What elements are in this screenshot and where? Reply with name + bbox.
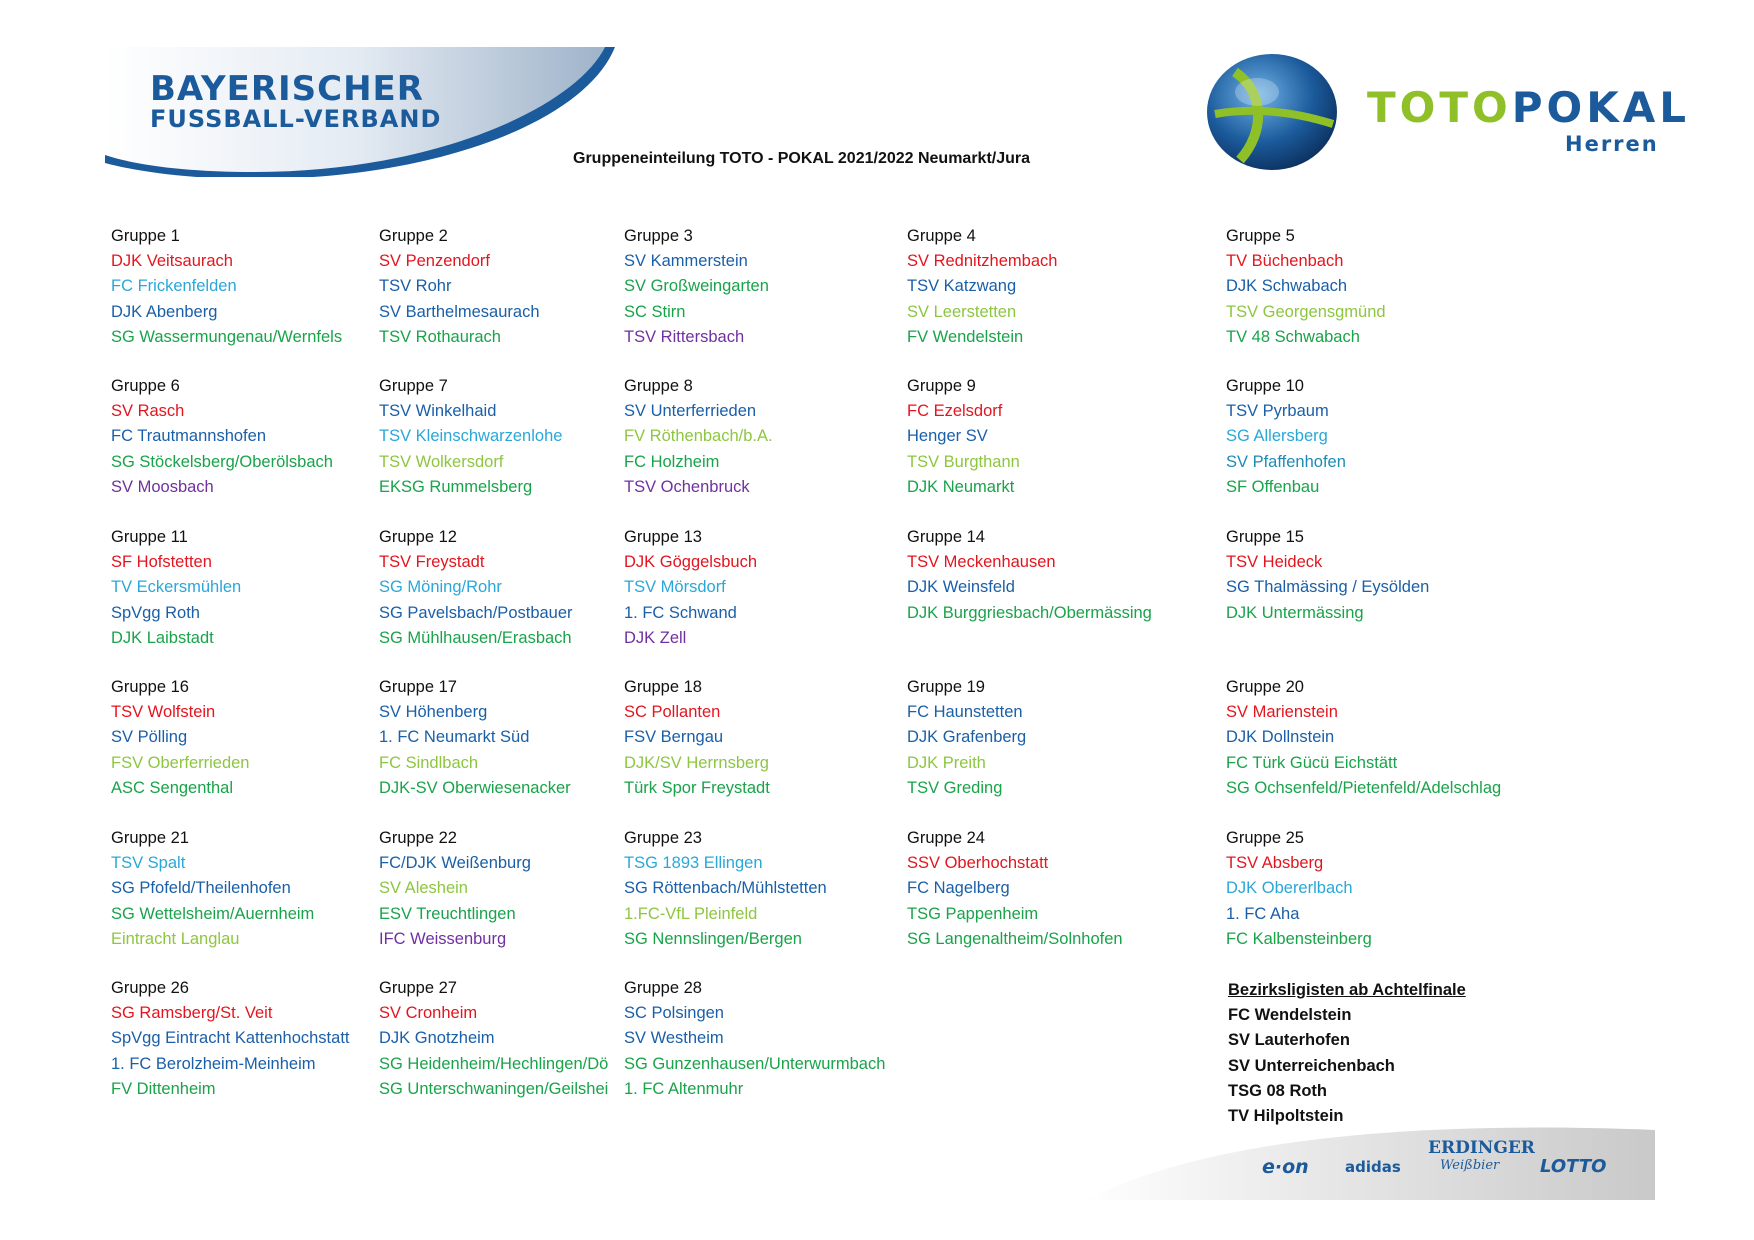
group-title: Gruppe 10 xyxy=(1226,377,1304,395)
group-block xyxy=(111,675,386,801)
team-name: DJK Zell xyxy=(624,628,687,647)
team-name: DJK Burggriesbach/Obermässing xyxy=(907,603,1152,622)
team-name: DJK-SV Oberwiesenacker xyxy=(379,778,571,797)
team-name: SG Wassermungenau/Wernfels xyxy=(111,327,343,346)
group-block xyxy=(624,675,899,801)
group-block xyxy=(379,374,654,500)
bezirksligisten-team: TV Hilpoltstein xyxy=(1228,1107,1344,1126)
group-block xyxy=(907,826,1182,952)
team-name: DJK Untermässing xyxy=(1226,603,1364,622)
group-title: Gruppe 15 xyxy=(1226,528,1304,546)
group-block xyxy=(1226,374,1501,500)
erdinger-logo: ERDINGER xyxy=(1428,1138,1535,1158)
group-title: Gruppe 20 xyxy=(1226,678,1304,696)
team-name: Eintracht Langlau xyxy=(111,929,240,948)
group-block xyxy=(1226,525,1501,626)
group-block xyxy=(624,525,899,651)
bezirksligisten-block xyxy=(1228,978,1466,1129)
team-name: SF Hofstetten xyxy=(111,553,212,572)
team-name: SG Ramsberg/St. Veit xyxy=(111,1004,273,1023)
group-block xyxy=(907,224,1182,350)
team-name: TSV Wolkersdorf xyxy=(379,452,504,471)
team-name: 1. FC Berolzheim-Meinheim xyxy=(111,1054,316,1073)
totopokal-wordmark xyxy=(1367,83,1691,132)
group-block xyxy=(111,826,386,952)
team-name: SpVgg Eintracht Kattenhochstatt xyxy=(111,1029,350,1048)
team-name: DJK Gnotzheim xyxy=(379,1029,495,1048)
group-title: Gruppe 13 xyxy=(624,528,702,546)
team-name: FSV Berngau xyxy=(624,728,724,747)
team-name: SV Cronheim xyxy=(379,1004,478,1023)
team-name: SV Aleshein xyxy=(379,879,468,898)
team-name: SF Offenbau xyxy=(1226,477,1320,496)
team-name: DJK Neumarkt xyxy=(907,477,1015,496)
team-name: 1. FC Aha xyxy=(1226,904,1300,923)
group-title: Gruppe 12 xyxy=(379,528,457,546)
group-title: Gruppe 9 xyxy=(907,377,976,395)
team-name: FC Nagelberg xyxy=(907,879,1010,898)
team-name: FV Wendelstein xyxy=(907,327,1024,346)
team-name: FC Ezelsdorf xyxy=(907,402,1003,421)
group-block xyxy=(1226,826,1501,952)
team-name: DJK Laibstadt xyxy=(111,628,214,647)
bezirksligisten-team: TSG 08 Roth xyxy=(1228,1081,1328,1100)
team-name: SV Moosbach xyxy=(111,477,214,496)
bfv-name-line1: BAYERISCHER xyxy=(150,69,424,109)
team-name: SG Stöckelsberg/Oberölsbach xyxy=(111,452,333,471)
group-title: Gruppe 19 xyxy=(907,678,985,696)
group-title: Gruppe 21 xyxy=(111,829,189,847)
team-name: SV Marienstein xyxy=(1226,703,1338,722)
group-title: Gruppe 14 xyxy=(907,528,985,546)
group-title: Gruppe 28 xyxy=(624,979,702,997)
group-block xyxy=(907,525,1182,626)
team-name: SG Pavelsbach/Postbauer xyxy=(379,603,573,622)
team-name: 1. FC Altenmuhr xyxy=(624,1079,744,1098)
group-title: Gruppe 2 xyxy=(379,227,448,245)
team-name: Türk Spor Freystadt xyxy=(624,778,770,797)
team-name: FV Dittenheim xyxy=(111,1079,216,1098)
bfv-logo-text xyxy=(150,69,442,133)
group-title: Gruppe 5 xyxy=(1226,227,1295,245)
team-name: TSV Rohr xyxy=(379,277,452,296)
team-name: SV Barthelmesaurach xyxy=(379,302,540,321)
group-block xyxy=(907,374,1182,500)
team-name: SG Wettelsheim/Auernheim xyxy=(111,904,315,923)
team-name: FC Frickenfelden xyxy=(111,277,237,296)
team-name: SG Mühlhausen/Erasbach xyxy=(379,628,572,647)
group-title: Gruppe 3 xyxy=(624,227,693,245)
adidas-logo: adidas xyxy=(1345,1158,1401,1176)
group-title: Gruppe 4 xyxy=(907,227,976,245)
group-block xyxy=(624,826,899,952)
team-name: SV Westheim xyxy=(624,1029,724,1048)
team-name: 1.FC-VfL Pleinfeld xyxy=(624,904,758,923)
lotto-logo: LOTTO xyxy=(1540,1156,1607,1177)
group-block xyxy=(1226,675,1501,801)
team-name: DJK Grafenberg xyxy=(907,728,1027,747)
group-title: Gruppe 8 xyxy=(624,377,693,395)
team-name: FC Sindlbach xyxy=(379,753,479,772)
team-name: TSV Meckenhausen xyxy=(907,553,1056,572)
team-name: TSV Greding xyxy=(907,778,1003,797)
group-title: Gruppe 23 xyxy=(624,829,702,847)
totopokal-subtitle: Herren xyxy=(1565,132,1659,156)
team-name: TSV Heideck xyxy=(1226,553,1323,572)
group-title: Gruppe 22 xyxy=(379,829,457,847)
team-name: FC Haunstetten xyxy=(907,703,1023,722)
team-name: TSG Pappenheim xyxy=(907,904,1039,923)
team-name: Henger SV xyxy=(907,427,988,446)
team-name: SG Gunzenhausen/Unterwurmbach xyxy=(624,1054,886,1073)
team-name: SV Rasch xyxy=(111,402,185,421)
group-block xyxy=(379,826,654,952)
bezirksligisten-team: FC Wendelstein xyxy=(1228,1006,1352,1025)
team-name: DJK Schwabach xyxy=(1226,277,1348,296)
team-name: TSG 1893 Ellingen xyxy=(624,854,763,873)
team-name: DJK Dollnstein xyxy=(1226,728,1335,747)
group-title: Gruppe 7 xyxy=(379,377,448,395)
team-name: TSV Kleinschwarzenlohe xyxy=(379,427,563,446)
team-name: FC Trautmannshofen xyxy=(111,427,266,446)
team-name: SG Nennslingen/Bergen xyxy=(624,929,802,948)
team-name: SC Stirn xyxy=(624,302,686,321)
team-name: SV Pölling xyxy=(111,728,188,747)
group-title: Gruppe 24 xyxy=(907,829,985,847)
group-title: Gruppe 11 xyxy=(111,528,188,546)
team-name: TSV Mörsdorf xyxy=(624,578,726,597)
group-block xyxy=(379,224,654,350)
toto-word: TOTO xyxy=(1367,83,1512,132)
team-name: 1. FC Neumarkt Süd xyxy=(379,728,530,747)
team-name: SV Pfaffenhofen xyxy=(1226,452,1346,471)
bfv-name-line2: FUSSBALL-VERBAND xyxy=(150,105,442,133)
team-name: TSV Burgthann xyxy=(907,452,1020,471)
group-title: Gruppe 16 xyxy=(111,678,189,696)
group-title: Gruppe 18 xyxy=(624,678,702,696)
team-name: SG Unterschwaningen/Geilshei xyxy=(379,1079,609,1098)
group-title: Gruppe 25 xyxy=(1226,829,1304,847)
team-name: SG Thalmässing / Eysölden xyxy=(1226,578,1430,597)
team-name: SG Pfofeld/Theilenhofen xyxy=(111,879,291,898)
team-name: DJK/SV Herrnsberg xyxy=(624,753,769,772)
bezirksligisten-title: Bezirksligisten ab Achtelfinale xyxy=(1228,981,1466,999)
erdinger-subtitle: Weißbier xyxy=(1440,1158,1500,1173)
team-name: SC Pollanten xyxy=(624,703,721,722)
team-name: FC/DJK Weißenburg xyxy=(379,854,531,873)
team-name: ESV Treuchtlingen xyxy=(379,904,516,923)
team-name: SG Möning/Rohr xyxy=(379,578,502,597)
team-name: TSV Wolfstein xyxy=(111,703,216,722)
team-name: TSV Pyrbaum xyxy=(1226,402,1329,421)
team-name: FV Röthenbach/b.A. xyxy=(624,427,773,446)
team-name: DJK Veitsaurach xyxy=(111,252,233,271)
team-name: SG Heidenheim/Hechlingen/Dö xyxy=(379,1054,609,1073)
team-name: EKSG Rummelsberg xyxy=(379,477,533,496)
team-name: TV 48 Schwabach xyxy=(1226,327,1360,346)
group-block xyxy=(624,224,899,350)
bezirksligisten-team: SV Lauterhofen xyxy=(1228,1031,1350,1050)
group-title: Gruppe 26 xyxy=(111,979,189,997)
team-name: SG Röttenbach/Mühlstetten xyxy=(624,879,827,898)
group-title: Gruppe 1 xyxy=(111,227,180,245)
team-name: TSV Rothaurach xyxy=(379,327,501,346)
team-name: SV Großweingarten xyxy=(624,277,769,296)
team-name: FC Türk Gücü Eichstätt xyxy=(1226,753,1398,772)
team-name: TSV Katzwang xyxy=(907,277,1017,296)
group-block xyxy=(1226,224,1501,350)
team-name: SV Höhenberg xyxy=(379,703,488,722)
group-title: Gruppe 27 xyxy=(379,979,457,997)
group-block xyxy=(379,976,623,1102)
team-name: TSV Absberg xyxy=(1226,854,1324,873)
team-name: DJK Göggelsbuch xyxy=(624,553,757,572)
totopokal-globe-logo xyxy=(1205,52,1339,172)
group-block xyxy=(624,976,899,1102)
team-name: SC Polsingen xyxy=(624,1004,724,1023)
group-block xyxy=(379,675,654,801)
group-block xyxy=(379,525,654,651)
group-block xyxy=(624,374,899,500)
team-name: ASC Sengenthal xyxy=(111,778,234,797)
group-title: Gruppe 17 xyxy=(379,678,457,696)
team-name: FC Kalbensteinberg xyxy=(1226,929,1372,948)
page-title: Gruppeneinteilung TOTO - POKAL 2021/2022 Neumarkt/Jura xyxy=(573,150,1031,167)
bezirksligisten-team: SV Unterreichenbach xyxy=(1228,1056,1395,1075)
team-name: SV Leerstetten xyxy=(907,302,1017,321)
team-name: SV Rednitzhembach xyxy=(907,252,1058,271)
team-name: FSV Oberferrieden xyxy=(111,753,250,772)
team-name: SpVgg Roth xyxy=(111,603,200,622)
group-title: Gruppe 6 xyxy=(111,377,180,395)
pokal-word: POKAL xyxy=(1511,83,1691,132)
team-name: TSV Ochenbruck xyxy=(624,477,750,496)
team-name: SG Ochsenfeld/Pietenfeld/Adelschlag xyxy=(1226,778,1501,797)
team-name: TV Eckersmühlen xyxy=(111,578,242,597)
team-name: 1. FC Schwand xyxy=(624,603,737,622)
team-name: DJK Abenberg xyxy=(111,302,218,321)
team-name: TSV Rittersbach xyxy=(624,327,745,346)
team-name: DJK Obererlbach xyxy=(1226,879,1353,898)
team-name: SV Unterferrieden xyxy=(624,402,757,421)
team-name: TSV Freystadt xyxy=(379,553,485,572)
team-name: TSV Winkelhaid xyxy=(379,402,497,421)
group-block xyxy=(907,675,1182,801)
eon-logo: e·on xyxy=(1262,1156,1309,1178)
team-name: DJK Preith xyxy=(907,753,986,772)
team-name: SSV Oberhochstatt xyxy=(907,854,1049,873)
team-name: TSV Georgensgmünd xyxy=(1226,302,1386,321)
group-block xyxy=(111,224,386,350)
group-block xyxy=(111,374,386,500)
team-name: IFC Weissenburg xyxy=(379,929,507,948)
team-name: TSV Spalt xyxy=(111,854,186,873)
group-block xyxy=(111,976,386,1102)
team-name: SV Kammerstein xyxy=(624,252,748,271)
team-name: SV Penzendorf xyxy=(379,252,490,271)
team-name: SG Allersberg xyxy=(1226,427,1328,446)
team-name: SG Langenaltheim/Solnhofen xyxy=(907,929,1123,948)
group-block xyxy=(111,525,386,651)
team-name: FC Holzheim xyxy=(624,452,720,471)
team-name: DJK Weinsfeld xyxy=(907,578,1015,597)
team-name: TV Büchenbach xyxy=(1226,252,1344,271)
